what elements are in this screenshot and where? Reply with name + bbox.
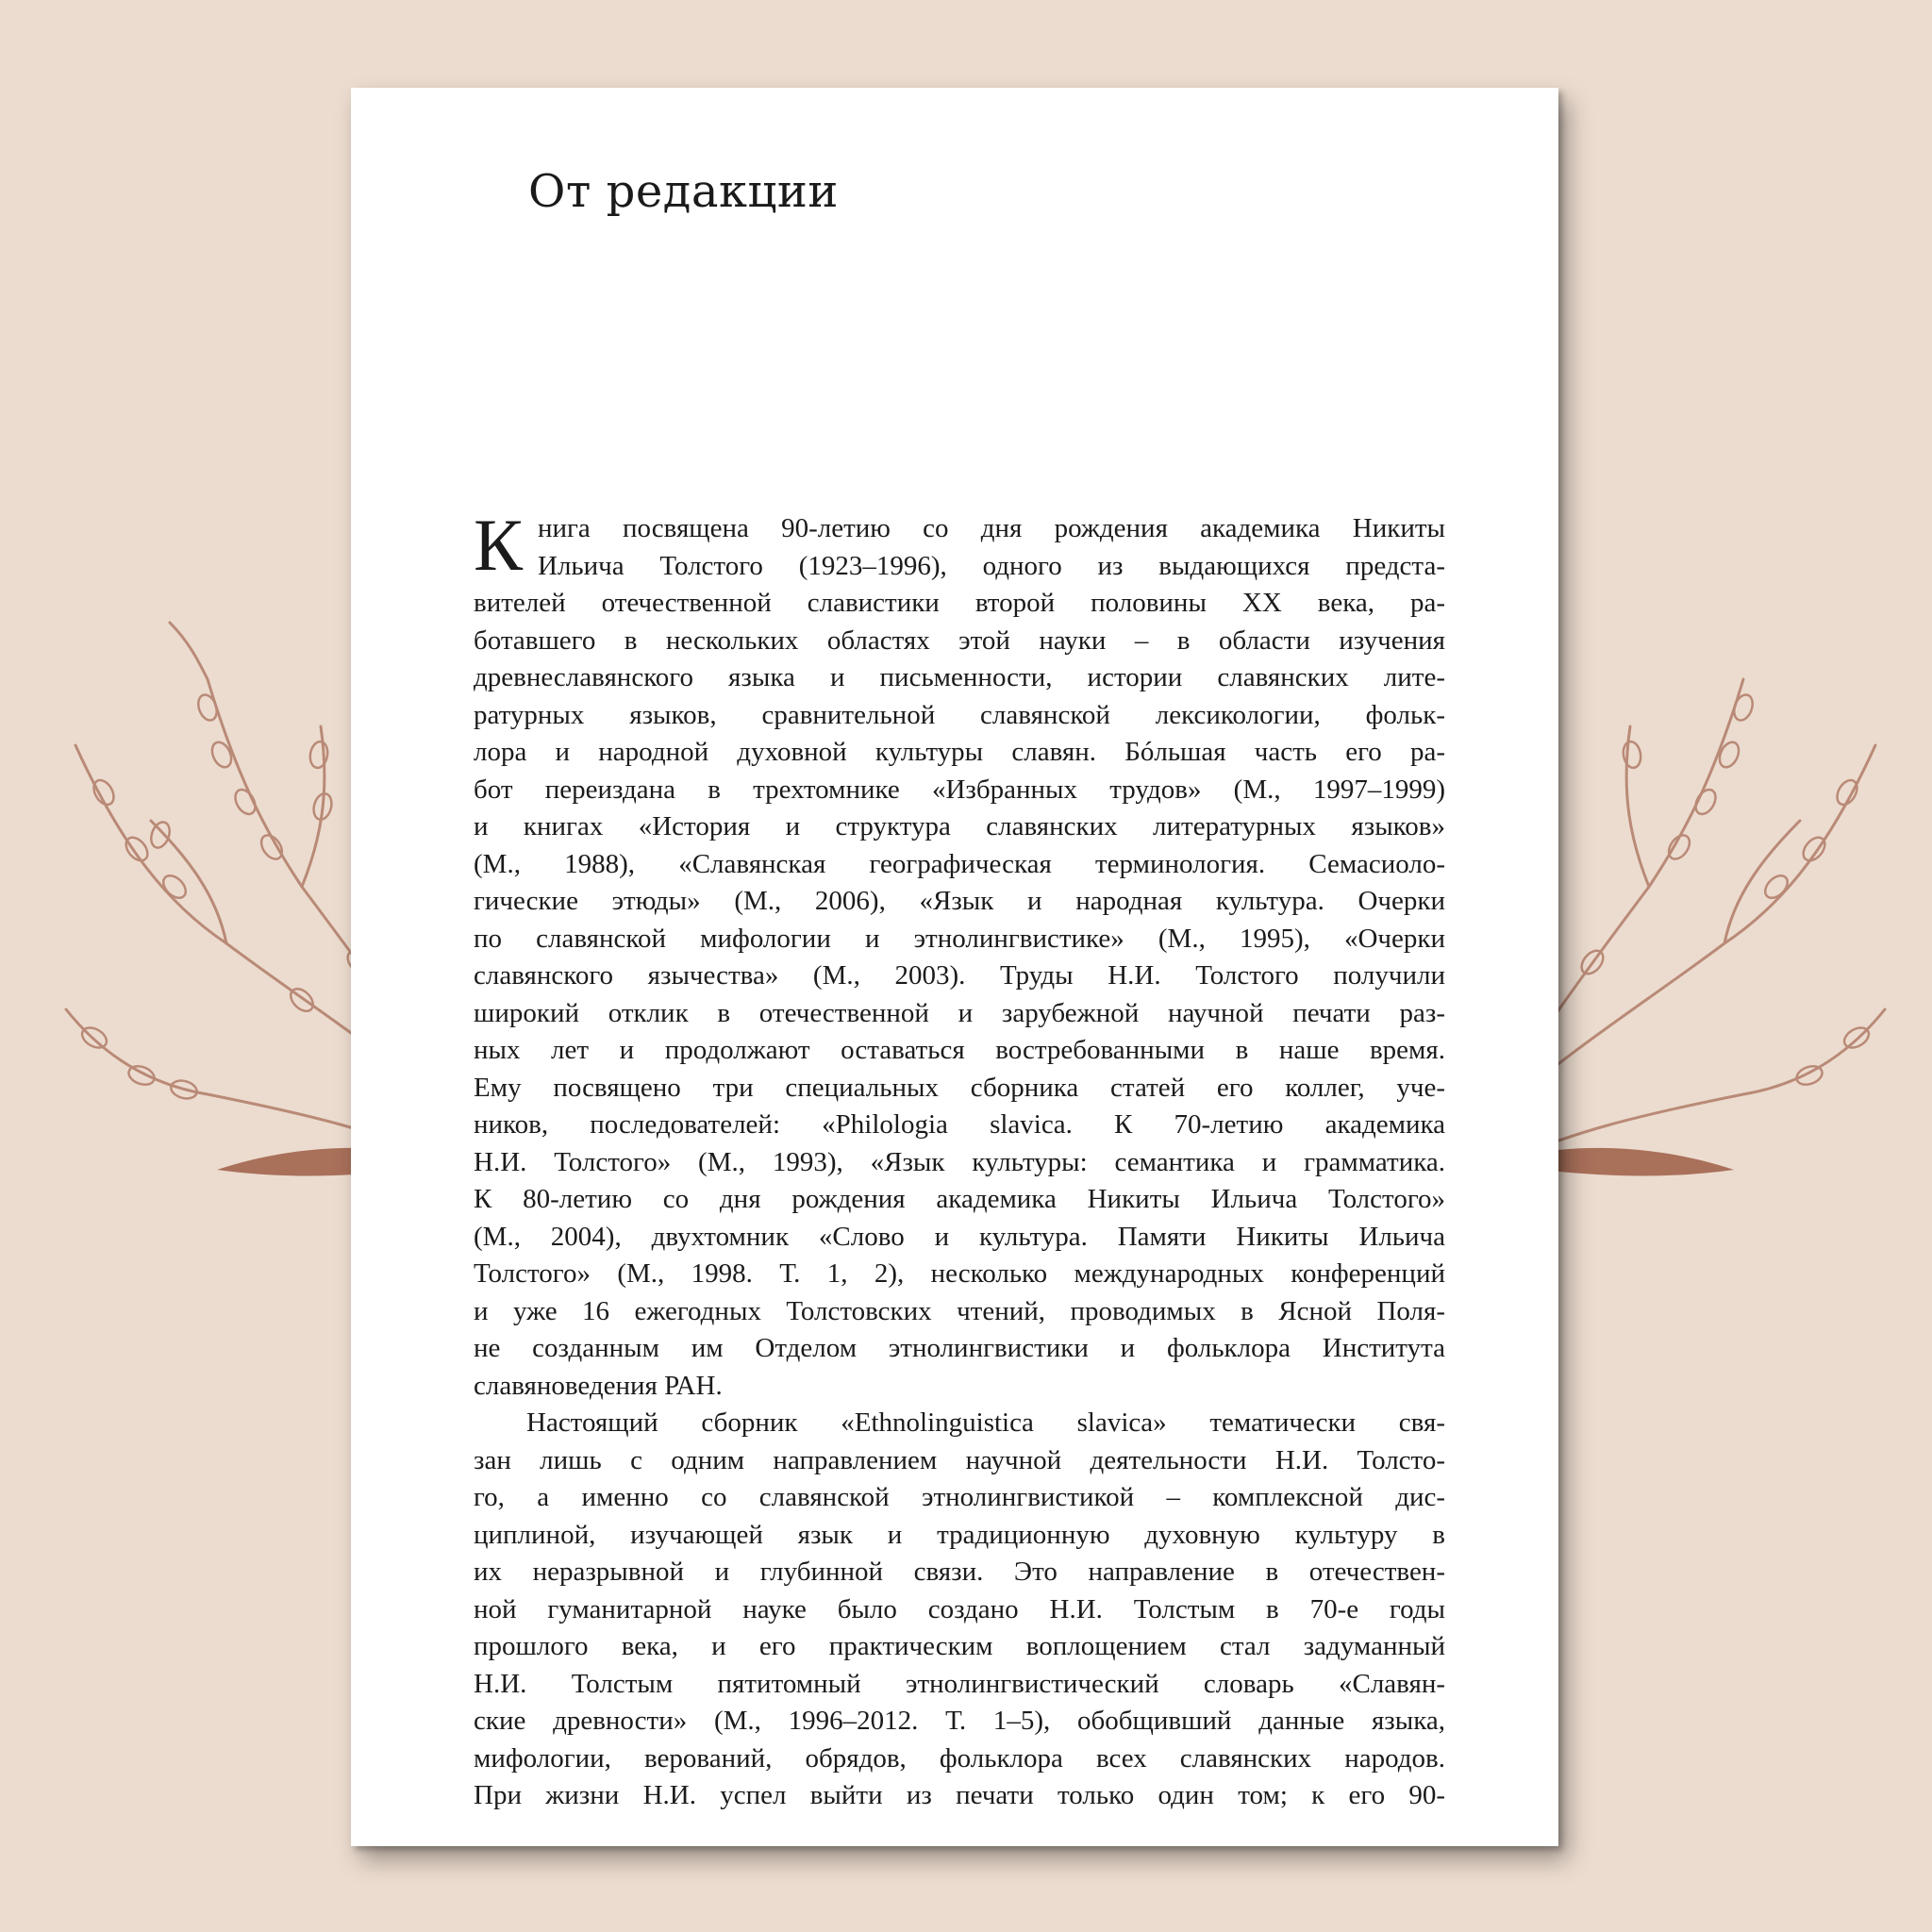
text-line: Ильича Толстого (1923–1996), одного из выдающихся предста- — [538, 550, 1445, 581]
text-line: широкий отклик в отечественной и зарубежной научной печати раз- — [474, 997, 1445, 1028]
text-line: и книгах «История и структура славянских литературных языков» — [474, 811, 1445, 841]
text-line: ников, последователей: «Philologia slavica. К 70-летию академика — [474, 1109, 1445, 1140]
text-line: нига посвящена 90-летию со дня рождения академика Никиты — [538, 513, 1445, 543]
text-line: вителей отечественной славистики второй половины XX века, ра- — [474, 588, 1445, 618]
text-line: и уже 16 ежегодных Толстовских чтений, проводимых в Ясной Поля- — [474, 1295, 1445, 1326]
text-line: ратурных языков, сравнительной славянской лексикологии, фольк- — [474, 699, 1445, 730]
text-line: славяноведения РАН. — [474, 1370, 723, 1401]
book-page — [351, 88, 1558, 1846]
text-line: их неразрывной и глубинной связи. Это направление в отечествен- — [474, 1557, 1445, 1587]
drop-cap: К — [474, 504, 524, 586]
body-text — [474, 504, 1445, 1815]
text-line: не созданным им Отделом этнолингвистики и фольклора Института — [474, 1333, 1445, 1363]
text-line: древнеславянского языка и письменности, истории славянских лите- — [474, 662, 1445, 692]
text-line: по славянской мифологии и этнолингвистике» (М., 1995), «Очерки — [474, 923, 1445, 954]
text-line: зан лишь с одним направлением научной деятельности Н.И. Толсто- — [474, 1444, 1445, 1475]
text-line: (М., 2004), двухтомник «Слово и культура. Памяти Никиты Ильича — [474, 1221, 1445, 1252]
text-line: Н.И. Толстым пятитомный этнолингвистический словарь «Славян- — [474, 1668, 1445, 1699]
text-line: Н.И. Толстого» (М., 1993), «Язык культуры: семантика и грамматика. — [474, 1146, 1445, 1177]
text-line: циплиной, изучающей язык и традиционную духовную культуру в — [474, 1519, 1445, 1550]
text-line: ботавшего в нескольких областях этой науки – в области изучения — [474, 625, 1445, 656]
text-line: мифологии, верований, обрядов, фольклора всех славянских народов. — [474, 1742, 1445, 1774]
text-line: Ему посвящено три специальных сборника статей его коллег, уче- — [474, 1072, 1445, 1103]
text-line: гические этюды» (М., 2006), «Язык и народная культура. Очерки — [474, 886, 1445, 916]
text-line: (М., 1988), «Славянская географическая терминология. Семасиоло- — [474, 848, 1445, 879]
text-line: ские древности» (М., 1996–2012. Т. 1–5), обобщивший данные языка, — [474, 1706, 1445, 1736]
text-line: ных лет и продолжают оставаться востребованными в наше время. — [474, 1035, 1445, 1065]
text-line: ной гуманитарной науке было создано Н.И. Толстым в 70-е годы — [474, 1593, 1445, 1624]
text-line: го, а именно со славянской этнолингвистикой – комплексной дис- — [474, 1482, 1445, 1512]
text-line: Настоящий сборник «Ethnolinguistica slavica» тематически свя- — [526, 1407, 1445, 1438]
text-line: К 80-летию со дня рождения академика Никиты Ильича Толстого» — [474, 1184, 1445, 1214]
text-line: прошлого века, и его практическим воплощением стал задуманный — [474, 1631, 1445, 1661]
text-line: лора и народной духовной культуры славян. Бóльшая часть его ра- — [474, 737, 1445, 767]
text-line: бот переиздана в трехтомнике «Избранных трудов» (М., 1997–1999) — [474, 774, 1445, 805]
page-title: От редакции — [528, 165, 839, 218]
text-line: Толстого» (М., 1998. Т. 1, 2), несколько международных конференций — [474, 1258, 1445, 1289]
text-line: При жизни Н.И. успел выйти из печати только один том; к его 90- — [474, 1780, 1445, 1810]
text-line: славянского язычества» (М., 2003). Труды Н.И. Толстого получили — [474, 960, 1445, 991]
